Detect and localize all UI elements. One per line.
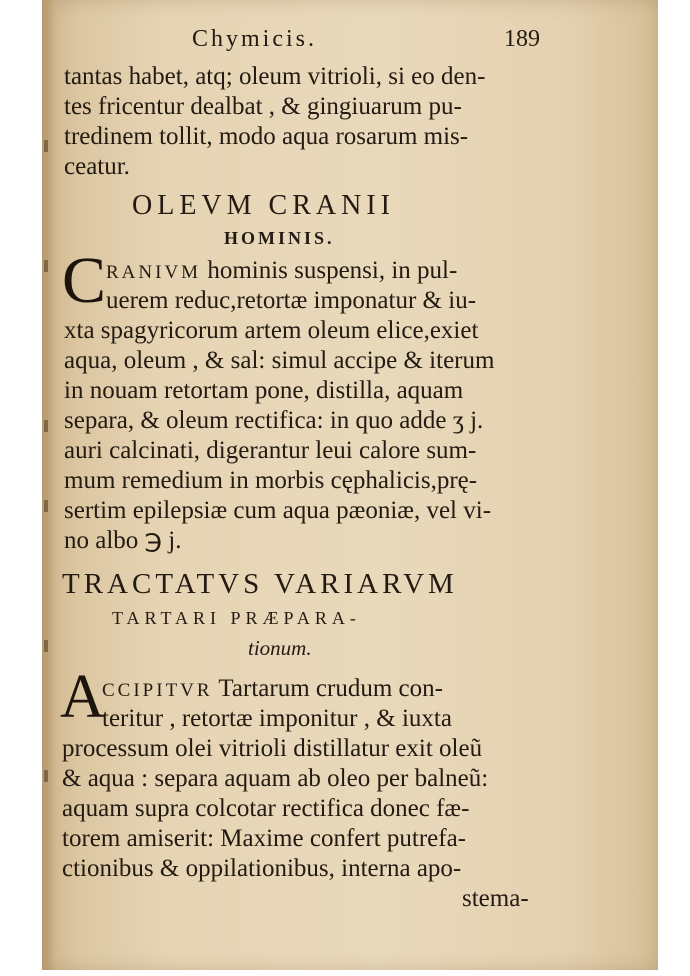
first-line-text: Tartarum crudum con- [218, 675, 443, 702]
text-line-first [102, 674, 443, 706]
text-line: teritur , retortæ imponitur , & iuxta [102, 705, 452, 732]
margin-mark [44, 640, 48, 652]
section-title: TRACTATVS VARIARVM [62, 568, 458, 600]
text-line: processum olei vitrioli distillatur exit oleũ [62, 735, 483, 762]
text-line: auri calcinati, digerantur leui calore sum- [64, 437, 477, 464]
book-page [42, 0, 658, 970]
text-line: mum remedium in morbis cęphalicis,prę- [64, 467, 478, 494]
running-head [42, 26, 658, 60]
text-line: tredinem tollit, modo aqua rosarum mis- [64, 123, 469, 150]
text-line: uerem reduc,retortæ imponatur & iu- [106, 287, 477, 314]
text-line: xta spagyricorum artem oleum elice,exiet [64, 317, 479, 344]
text-line: ctionibus & oppilationibus, interna apo- [62, 855, 462, 882]
page-number: 189 [504, 26, 540, 52]
section-subtitle: HOMINIS. [224, 228, 335, 248]
section-subtitle-continued: tionum. [248, 636, 312, 660]
section-title: OLEVM CRANII [132, 190, 395, 221]
text-line: no albo ℈ j. [64, 527, 182, 554]
text-line: torem amiserit: Maxime confert putrefa- [62, 825, 467, 852]
text-line: ceatur. [64, 153, 130, 180]
section-subtitle: TARTARI PRÆPARA- [112, 608, 361, 628]
running-head-title: Chymicis. [192, 26, 318, 52]
margin-mark [44, 500, 48, 512]
margin-mark [44, 770, 48, 782]
margin-mark [44, 140, 48, 152]
text-line-first [106, 256, 457, 288]
text-line: tes fricentur dealbat , & gingiuarum pu- [64, 93, 462, 120]
text-line: in nouam retortam pone, distilla, aquam [64, 377, 464, 404]
text-line: & aqua : separa aquam ab oleo per balneũ: [62, 765, 489, 792]
first-line-text: hominis suspensi, in pul- [207, 257, 458, 284]
drop-capital: C [62, 244, 107, 317]
first-word-smallcaps: CCIPITVR [102, 680, 213, 701]
text-line: separa, & oleum rectifica: in quo adde ʒ j. [64, 407, 484, 434]
first-word-smallcaps: RANIVM [106, 262, 202, 283]
margin-mark [44, 420, 48, 432]
text-line: aquam supra colcotar rectifica donec fæ- [62, 795, 470, 822]
text-line: tantas habet, atq; oleum vitrioli, si eo den- [64, 63, 486, 90]
text-line: aqua, oleum , & sal: simul accipe & iterum [64, 347, 495, 374]
margin-mark [44, 260, 48, 272]
drop-capital: A [60, 663, 105, 731]
text-line: sertim epilepsiæ cum aqua pæoniæ, vel vi- [64, 497, 492, 524]
catchword: stema- [462, 885, 529, 912]
